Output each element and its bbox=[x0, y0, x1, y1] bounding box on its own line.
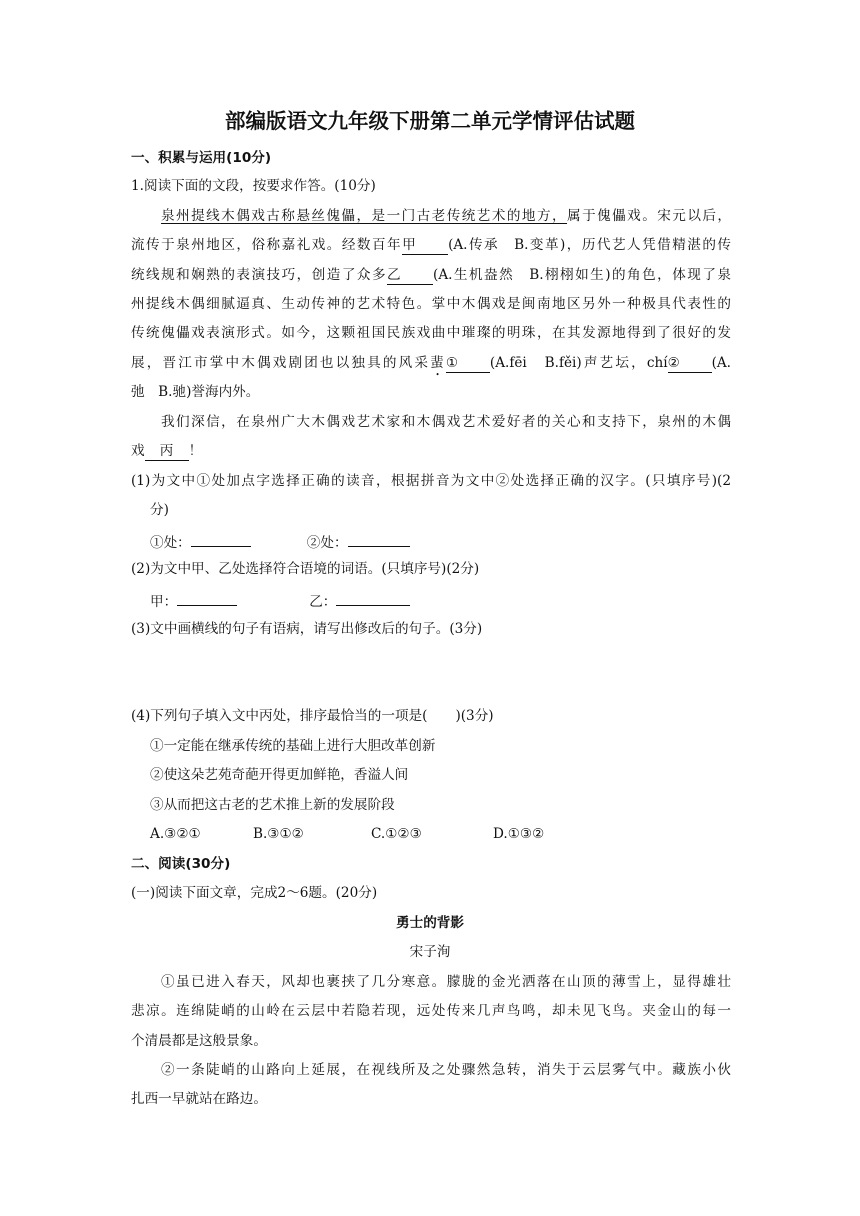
option-b[interactable]: B.③①② bbox=[253, 826, 304, 842]
sentence-item: ②使这朵艺苑奇葩开得更加鲜艳，香溢人间 bbox=[150, 767, 409, 783]
section-1-heading: 一、积累与运用(10分) bbox=[131, 150, 272, 166]
article-para-line: ①虽已进入春天，风却也裹挟了几分寒意。朦胧的金光洒落在山顶的薄雪上，显得雄壮 bbox=[161, 974, 731, 990]
article-title: 勇士的背影 bbox=[396, 915, 464, 931]
answer-blank-2[interactable] bbox=[348, 529, 410, 547]
blank-1[interactable]: ① bbox=[446, 355, 490, 373]
passage-line: 州提线木偶细腻逼真、生动传神的艺术特色。掌中木偶戏是闽南地区另外一种极具代表性的 bbox=[131, 296, 731, 312]
passage-line: 泉州提线木偶戏古称悬丝傀儡，是一门古老传统艺术的地方，属于傀儡戏。宋元以后， bbox=[161, 208, 732, 224]
answer-row: 甲： 乙： bbox=[150, 588, 410, 613]
passage-line: 展，晋江市掌中木偶戏剧团也以独具的风采蜚① (A.fēi B.fěi)声艺坛，chí② (A. bbox=[131, 355, 732, 371]
answer-blank-1[interactable] bbox=[191, 529, 251, 547]
option-d[interactable]: D.①③② bbox=[493, 826, 545, 842]
blank-2[interactable]: ② bbox=[668, 355, 712, 373]
answer-blank-jia[interactable] bbox=[177, 588, 237, 606]
article-para-line: 扎西一早就站在路边。 bbox=[131, 1091, 267, 1107]
answer-blank-yi[interactable] bbox=[336, 588, 410, 606]
sub-question-4: (4)下列句子填入文中丙处，排序最恰当的一项是( )(3分) bbox=[131, 708, 494, 724]
article-para-line: 悲凉。连绵陡峭的山岭在云层中若隐若现，远处传来几声鸟鸣，却未见飞鸟。夹金山的每一 bbox=[131, 1003, 731, 1019]
article-para-line: 个清晨都是这般景象。 bbox=[131, 1033, 267, 1049]
sentence-item: ①一定能在继承传统的基础上进行大胆改革创新 bbox=[150, 738, 436, 754]
passage-line: 戏 丙 ！ bbox=[131, 443, 203, 459]
passage-line: 统线规和娴熟的表演技巧，创造了众多乙 (A.生机盎然 B.栩栩如生)的角色，体现了泉 bbox=[131, 267, 732, 283]
part-1-intro: (一)阅读下面文章，完成2～6题。(20分) bbox=[131, 885, 378, 901]
option-a[interactable]: A.③②① bbox=[150, 826, 201, 842]
sub-question-1: (1)为文中①处加点字选择正确的读音，根据拼音为文中②处选择正确的汉字。(只填序号)(2 bbox=[131, 473, 731, 489]
passage-line: 我们深信，在泉州广大木偶戏艺术家和木偶戏艺术爱好者的关心和支持下，泉州的木偶 bbox=[161, 414, 731, 430]
sub-question-1-cont: 分) bbox=[150, 502, 169, 518]
underlined-sentence: 泉州提线木偶戏古称悬丝傀儡，是一门古老传统艺术的地方， bbox=[161, 208, 568, 224]
article-author: 宋子洵 bbox=[409, 944, 451, 960]
sub-question-3: (3)文中画横线的句子有语病，请写出修改后的句子。(3分) bbox=[131, 621, 483, 637]
page-title: 部编版语文九年级下册第二单元学情评估试题 bbox=[225, 109, 635, 133]
blank-bing[interactable]: 丙 bbox=[145, 443, 189, 461]
sentence-item: ③从而把这古老的艺术推上新的发展阶段 bbox=[150, 797, 395, 813]
passage-line: 弛 B.驰)誉海内外。 bbox=[131, 384, 260, 400]
section-2-heading: 二、阅读(30分) bbox=[131, 856, 231, 872]
question-1-intro: 1.阅读下面的文段，按要求作答。(10分) bbox=[131, 178, 376, 194]
passage-line: 流传于泉州地区，俗称嘉礼戏。经数百年甲 (A.传承 B.变革)，历代艺人凭借精湛的传 bbox=[131, 237, 731, 253]
dotted-character: 蜚 bbox=[430, 355, 446, 371]
blank-yi[interactable]: 乙 bbox=[387, 267, 433, 285]
passage-line: 传统傀儡戏表演形式。如今，这颗祖国民族戏曲中璀璨的明珠，在其发源地得到了很好的发 bbox=[131, 325, 731, 341]
sub-question-2: (2)为文中甲、乙处选择符合语境的词语。(只填序号)(2分) bbox=[131, 561, 480, 577]
option-c[interactable]: C.①②③ bbox=[371, 826, 422, 842]
answer-row: ①处： ②处： bbox=[150, 529, 410, 554]
blank-jia[interactable]: 甲 bbox=[402, 237, 448, 255]
article-para-line: ②一条陡峭的山路向上延展，在视线所及之处骤然急转，消失于云层雾气中。藏族小伙 bbox=[161, 1062, 731, 1078]
